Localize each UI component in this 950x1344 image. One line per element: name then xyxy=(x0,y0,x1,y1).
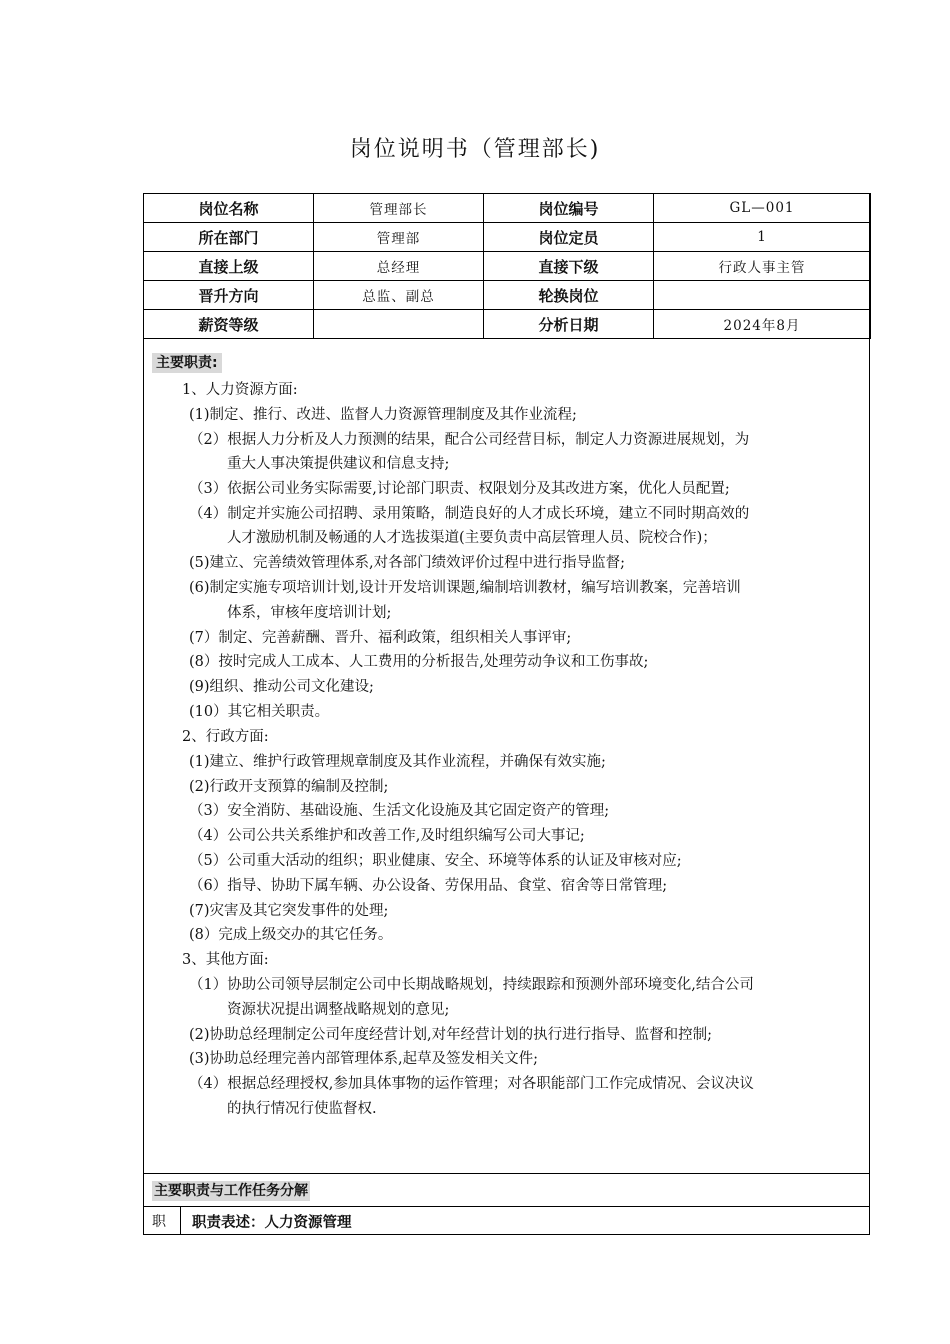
duty-line: 资源状况提出调整战略规划的意见; xyxy=(227,1002,450,1018)
job-title-label: 岗位名称 xyxy=(144,194,314,223)
direct-subordinate-value: 行政人事主管 xyxy=(654,252,871,281)
duty-line: （6）指导、协助下属车辆、办公设备、劳保用品、食堂、宿舍等日常管理; xyxy=(189,878,668,894)
duty-line: （4）公司公共关系维护和改善工作,及时组织编写公司大事记; xyxy=(189,828,585,844)
rotation-value xyxy=(654,281,871,310)
duty-breakdown-heading: 主要职责与工作任务分解 xyxy=(154,1183,308,1199)
duty-line: (1)制定、推行、改进、监督人力资源管理制度及其作业流程; xyxy=(189,407,577,423)
duty-line: 人才激励机制及畅通的人才选拔渠道(主要负责中高层管理人员、院校合作)； xyxy=(227,530,717,546)
duty-line: （2）根据人力分析及人力预测的结果，配合公司经营目标，制定人力资源进展规划，为 xyxy=(189,432,750,448)
duty-line: (2)协助总经理制定公司年度经营计划,对年经营计划的执行进行指导、监督和控制; xyxy=(189,1027,713,1043)
headcount-label: 岗位定员 xyxy=(484,223,654,252)
duty-line: (7)灾害及其它突发事件的处理; xyxy=(189,903,389,919)
duty-line: (1)建立、维护行政管理规章制度及其作业流程，并确保有效实施; xyxy=(189,754,606,770)
duty-column-label: 职 xyxy=(152,1214,166,1230)
salary-grade-value xyxy=(314,310,484,339)
analysis-date-label: 分析日期 xyxy=(484,310,654,339)
info-row xyxy=(144,223,871,252)
job-code-label: 岗位编号 xyxy=(484,194,654,223)
direct-superior-value: 总经理 xyxy=(314,252,484,281)
duty-line: (9)组织、推动公司文化建设; xyxy=(189,679,374,695)
duty-line: (10）其它相关职责。 xyxy=(189,704,330,720)
duty-line: （1）协助公司领导层制定公司中长期战略规划，持续跟踪和预测外部环境变化,结合公司 xyxy=(189,977,754,993)
duty-line: （5）公司重大活动的组织；职业健康、安全、环境等体系的认证及审核对应; xyxy=(189,853,682,869)
promotion-label: 晋升方向 xyxy=(144,281,314,310)
duty-line: （4）根据总经理授权,参加具体事物的运作管理；对各职能部门工作完成情况、会议决议 xyxy=(189,1076,754,1092)
rotation-label: 轮换岗位 xyxy=(484,281,654,310)
analysis-date-value: 2024年8月 xyxy=(654,310,871,339)
promotion-value: 总监、副总 xyxy=(314,281,484,310)
duty-line: (8）按时完成人工成本、人工费用的分析报告,处理劳动争议和工伤事故; xyxy=(189,654,649,670)
duty-line: （4）制定并实施公司招聘、录用策略，制造良好的人才成长环境，建立不同时期高效的 xyxy=(189,506,750,522)
duty-section-heading: 2、行政方面: xyxy=(182,729,269,745)
job-code-value: GL—001 xyxy=(654,194,871,223)
duty-line: （3）安全消防、基础设施、生活文化设施及其它固定资产的管理; xyxy=(189,803,610,819)
headcount-value: 1 xyxy=(654,223,871,252)
duty-line: 体系，审核年度培训计划; xyxy=(227,605,392,621)
salary-grade-label: 薪资等级 xyxy=(144,310,314,339)
job-info-table xyxy=(143,193,871,339)
direct-subordinate-label: 直接下级 xyxy=(484,252,654,281)
page-title: 岗位说明书（管理部长) xyxy=(349,137,601,162)
info-row xyxy=(144,281,871,310)
duty-section-heading: 1、人力资源方面: xyxy=(182,382,298,398)
duty-section-heading: 3、其他方面: xyxy=(182,952,269,968)
duty-line: (6)制定实施专项培训计划,设计开发培训课题,编制培训教材，编写培训教案，完善培训 xyxy=(189,580,741,596)
duty-line: (8）完成上级交办的其它任务。 xyxy=(189,927,393,943)
info-row xyxy=(144,252,871,281)
divider xyxy=(143,1206,870,1207)
info-row xyxy=(144,194,871,223)
duty-description: 职责表述：人力资源管理 xyxy=(192,1215,352,1231)
duty-line: （3）依据公司业务实际需要,讨论部门职责、权限划分及其改进方案，优化人员配置; xyxy=(189,481,730,497)
duty-line: (7）制定、完善薪酬、晋升、福利政策，组织相关人事评审; xyxy=(189,630,572,646)
duty-line: (3)协助总经理完善内部管理体系,起草及签发相关文件; xyxy=(189,1051,539,1067)
duty-line: (5)建立、完善绩效管理体系,对各部门绩效评价过程中进行指导监督; xyxy=(189,555,626,571)
duty-line: (2)行政开支预算的编制及控制; xyxy=(189,779,389,795)
job-title-value: 管理部长 xyxy=(314,194,484,223)
direct-superior-label: 直接上级 xyxy=(144,252,314,281)
duty-line: 的执行情况行使监督权. xyxy=(227,1101,377,1117)
duty-line: 重大人事决策提供建议和信息支持; xyxy=(227,456,450,472)
main-duties-heading: 主要职责: xyxy=(152,353,222,373)
divider xyxy=(143,1173,870,1174)
info-row xyxy=(144,310,871,339)
department-value: 管理部 xyxy=(314,223,484,252)
department-label: 所在部门 xyxy=(144,223,314,252)
column-divider xyxy=(180,1207,181,1235)
